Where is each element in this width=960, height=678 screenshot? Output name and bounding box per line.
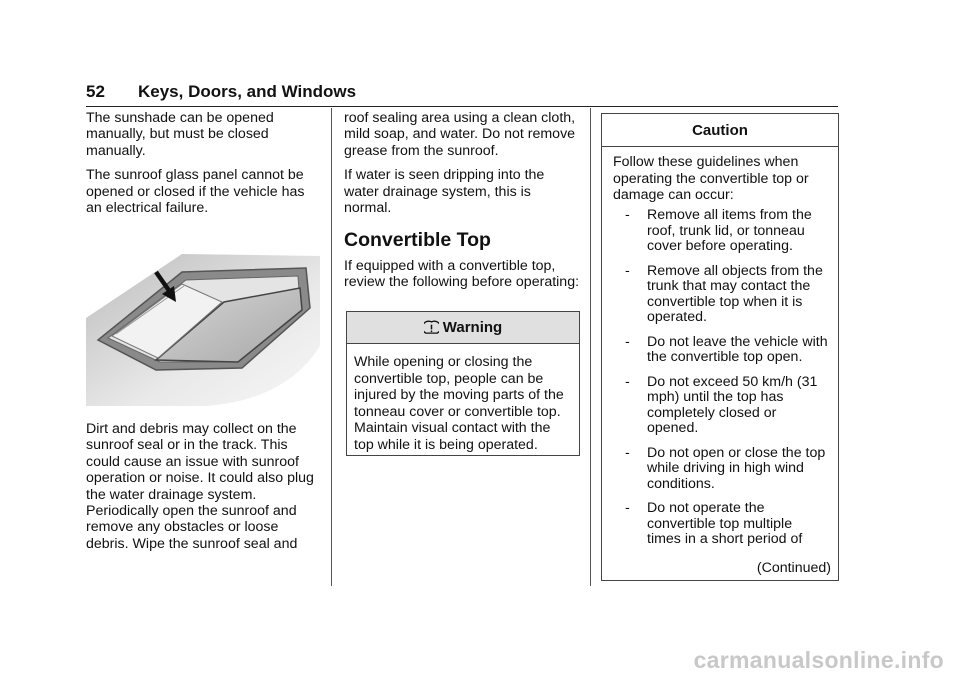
- paragraph: The sunshade can be opened manually, but must be closed manually.: [86, 110, 274, 159]
- warning-body: While opening or closing the convertible top, people can be injured by the moving parts of the tonneau cover or convertible top. Maintain visual contact with the top while it is being operated.: [354, 354, 564, 453]
- paragraph: If equipped with a convertible top, review the following before operating:: [344, 257, 580, 291]
- column-1-top: [86, 110, 322, 224]
- list-item: ‐ Do not leave the vehicle with the convertible top open.: [625, 333, 828, 366]
- column-1-bottom: [86, 421, 322, 552]
- page-header: [86, 82, 838, 107]
- warning-title: Warning: [442, 319, 503, 336]
- paragraph: Dirt and debris may collect on the sunroof seal or in the track. This could cause an issue with sunroof operation or noise. It could also plug the water drainage system. Periodically open the sunroof and remove any obstacles or loose debris. Wipe the sunroof seal and: [86, 421, 314, 552]
- page-number: 52: [86, 82, 105, 101]
- caution-title: Caution: [602, 114, 838, 147]
- bullet: ‐: [625, 207, 630, 224]
- bullet: ‐: [625, 333, 630, 350]
- list-item: ‐ Remove all items from the roof, trunk lid, or tonneau cover before operating.: [625, 207, 812, 255]
- list-item: ‐ Do not operate the convertible top multiple times in a short period of: [625, 500, 803, 548]
- list-item: ‐ Remove all objects from the trunk that may contact the convertible top when it is operated.: [625, 262, 823, 326]
- paragraph: roof sealing area using a clean cloth, mild soap, and water. Do not remove grease from the sunroof.: [344, 110, 576, 159]
- paragraph: The sunroof glass panel cannot be opened or closed if the vehicle has an electrical failure.: [86, 167, 305, 217]
- section-heading: Convertible Top: [344, 229, 491, 252]
- warning-triangle-icon: [424, 320, 439, 335]
- column-2: [344, 110, 580, 299]
- list-item: ‐ Do not open or close the top while driving in high wind conditions.: [625, 444, 826, 492]
- list-item: ‐ Do not exceed 50 km/h (31 mph) until the top has completely closed or opened.: [625, 373, 818, 437]
- warning-header: [347, 312, 579, 344]
- section-title: Keys, Doors, and Windows: [138, 82, 357, 101]
- column-divider: [590, 108, 591, 586]
- warning-box: [346, 311, 580, 456]
- bullet: ‐: [625, 500, 630, 517]
- caution-list: [613, 208, 829, 548]
- bullet: ‐: [625, 262, 630, 279]
- watermark: carmanualsonline.info: [693, 647, 944, 673]
- sunroof-illustration: [86, 250, 320, 408]
- continued-label: (Continued): [756, 560, 831, 576]
- caution-box: [601, 113, 839, 581]
- caution-intro: Follow these guidelines when operating the convertible top or damage can occur:: [613, 154, 809, 204]
- paragraph: If water is seen dripping into the water drainage system, this is normal.: [344, 167, 545, 217]
- bullet: ‐: [625, 444, 630, 461]
- column-divider: [331, 108, 332, 586]
- bullet: ‐: [625, 373, 630, 390]
